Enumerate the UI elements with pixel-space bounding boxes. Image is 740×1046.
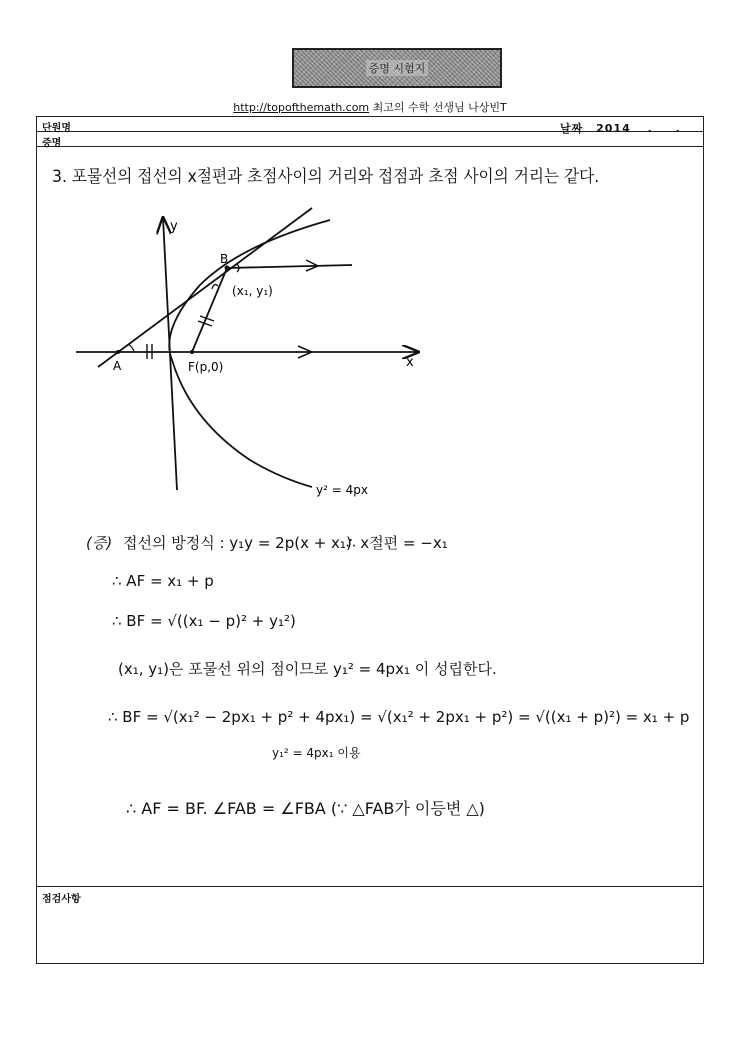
check-label: 점검사항	[42, 894, 81, 905]
tangent-equation: 접선의 방정식 : y₁y = 2p(x + x₁)	[122, 534, 352, 552]
date-label: 날짜	[560, 122, 584, 135]
angle-mark-b	[212, 285, 218, 289]
proof-line-bf-simplify: ∴ BF = √(x₁² − 2px₁ + p² + 4px₁) = √(x₁² + 2px₁ + p²) = √((x₁ + p)²) = x₁ + p	[108, 708, 690, 726]
point-b-dot	[225, 266, 230, 271]
date-dots: . .	[647, 122, 690, 135]
substitution-note: y₁² = 4px₁ 이용	[272, 746, 361, 760]
point-b-coord: (x₁, y₁)	[232, 284, 273, 298]
x-intercept-result: ∴ x절편 = −x₁	[346, 534, 448, 552]
proof-line-af: ∴ AF = x₁ + p	[112, 572, 214, 590]
proof-conclusion: ∴ AF = BF. ∠FAB = ∠FBA (∵ △FAB가 이등변 △)	[126, 799, 485, 818]
point-f-label: F(p,0)	[188, 360, 224, 374]
site-url-link[interactable]: http://topofthemath.com	[233, 101, 370, 114]
banner-text: 증명 시험지	[366, 60, 429, 76]
axis-y-label: y	[170, 219, 178, 234]
point-a-dot	[116, 350, 120, 354]
site-tagline: 최고의 수학 선생님 나상빈T	[372, 101, 507, 114]
reflected-ray	[227, 265, 352, 268]
point-b-label: B	[220, 252, 229, 266]
proof-line-1	[86, 532, 352, 553]
proof-label: 증명	[42, 138, 62, 149]
date-year: 2014	[596, 122, 631, 135]
proof-line-bf: ∴ BF = √((x₁ − p)² + y₁²)	[112, 612, 296, 630]
unit-label: 단원명	[42, 123, 71, 134]
focal-segment	[192, 268, 227, 352]
problem-statement: 3. 포물선의 접선의 x절편과 초점사이의 거리와 접점과 초점 사이의 거리는 같다.	[52, 167, 600, 187]
axis-x-label: x	[406, 355, 414, 370]
angle-mark-a	[128, 344, 134, 352]
proof-marker: (증)	[86, 534, 113, 552]
point-a-label: A	[113, 359, 122, 373]
curve-label: y² = 4px	[316, 483, 368, 497]
proof-line-on-curve: (x₁, y₁)은 포물선 위의 점이므로 y₁² = 4px₁ 이 성립한다.	[118, 660, 497, 678]
parabola-curve	[169, 220, 330, 487]
point-f-dot	[190, 350, 194, 354]
tangent-line	[98, 208, 312, 367]
